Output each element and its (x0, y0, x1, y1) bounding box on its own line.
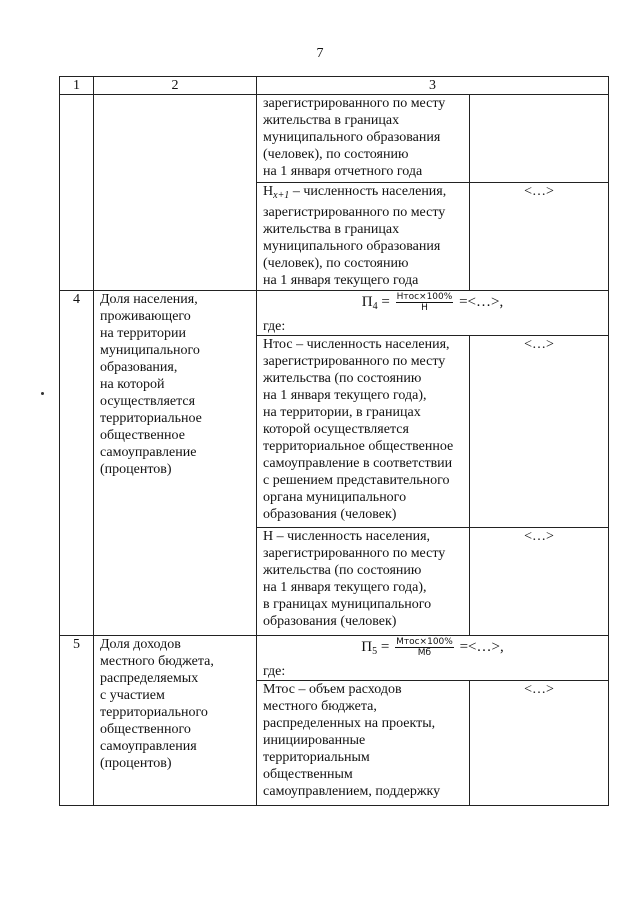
text-line: жительства в границах (263, 222, 400, 237)
row4-name (94, 291, 257, 636)
text-line: территориальным (263, 750, 370, 765)
table-row (60, 291, 609, 336)
cont-val1-cell (470, 95, 609, 183)
indicator-table (59, 76, 609, 806)
text-line: распределяемых (100, 671, 199, 686)
cont-val2-cell (470, 183, 609, 291)
value-placeholder: <…> (524, 337, 554, 352)
text-line: на территории, в границах (263, 405, 421, 420)
formula-numerator: Нтос×100% (396, 292, 453, 303)
formula-lhs: П (361, 639, 373, 655)
text-line: с решением представительного (263, 473, 450, 488)
row5-number: 5 (60, 636, 94, 806)
text-line: территориального (100, 705, 208, 720)
text-line: на которой (100, 377, 165, 392)
text-line: (процентов) (100, 462, 172, 477)
text-line: распределенных на проекты, (263, 716, 436, 731)
header-col-1: 1 (60, 77, 94, 95)
row4-number: 4 (60, 291, 94, 636)
header-col-2: 2 (94, 77, 257, 95)
text-line: муниципального (100, 343, 200, 358)
text-line: муниципального образования (263, 239, 441, 254)
formula-numerator: Мтос×100% (396, 637, 453, 648)
var-symbol: Н (263, 184, 274, 199)
text-line: муниципального образования (263, 130, 441, 145)
text-line: (человек), по состоянию (263, 256, 409, 271)
text-line: местного бюджета, (100, 654, 214, 669)
text-line: жительства в границах (263, 113, 400, 128)
text-line: Доля населения, (100, 292, 198, 307)
text-line: Мтос – объем расходов (263, 682, 402, 697)
text-line: самоуправления (100, 739, 197, 754)
row4-formula: $П_4$ = $\frac{\text{Нтос×100\%}}{Н}$ =<…>, (361, 292, 504, 314)
text-line: Доля доходов (100, 637, 181, 652)
where-label: где: (263, 319, 286, 334)
formula-rhs: =<…>, (459, 639, 504, 655)
text-line: инициированные (263, 733, 366, 748)
text-line: на территории (100, 326, 186, 341)
var-subscript: x+1 (273, 190, 290, 201)
text-line: осуществляется (100, 394, 196, 409)
text-line: в границах муниципального (263, 597, 432, 612)
row4-val2-cell (470, 528, 609, 636)
text-line: общественным (263, 767, 353, 782)
text-line: территориальное общественное (263, 439, 454, 454)
text-line: зарегистрированного по месту (263, 546, 446, 561)
text-line: образования, (100, 360, 178, 375)
text-line: жительства (по состоянию (263, 371, 422, 386)
table-row (60, 636, 609, 681)
text-line: образования (человек) (263, 507, 397, 522)
cont-desc2 (257, 183, 470, 291)
text-line: Н – численность населения, (263, 529, 431, 544)
where-label: где: (263, 664, 286, 679)
table-header-row (60, 77, 609, 95)
value-placeholder: <…> (524, 529, 554, 544)
table-row (60, 95, 609, 183)
text-line: которой осуществляется (263, 422, 409, 437)
text-line: на 1 января текущего года), (263, 580, 427, 595)
row4-var2 (257, 528, 470, 636)
formula-subscript: 4 (372, 301, 378, 312)
row5-formula-cell (257, 636, 609, 681)
text-line: на 1 января отчетного года (263, 164, 423, 179)
text-line: местного бюджета, (263, 699, 377, 714)
cont-number-cell (60, 95, 94, 291)
value-placeholder: <…> (524, 184, 554, 199)
formula-denominator: Мб (417, 648, 432, 659)
text-line: на 1 января текущего года (263, 273, 419, 288)
header-col-3: 3 (257, 77, 609, 95)
row4-var1 (257, 336, 470, 528)
page-number: 7 (316, 46, 324, 61)
cont-name-cell (94, 95, 257, 291)
row4-formula-cell (257, 291, 609, 336)
text-line: органа муниципального (263, 490, 407, 505)
value-placeholder: <…> (524, 682, 554, 697)
text-line: жительства (по состоянию (263, 563, 422, 578)
text-line: зарегистрированного по месту (263, 205, 446, 220)
text-line: зарегистрированного по месту (263, 354, 446, 369)
text-line: самоуправление (100, 445, 197, 460)
formula-subscript: 5 (372, 646, 378, 657)
formula-denominator: Н (421, 303, 428, 314)
text-line: общественного (100, 722, 191, 737)
text-line: общественное (100, 428, 185, 443)
text-line: территориальное (100, 411, 202, 426)
row4-val1-cell (470, 336, 609, 528)
row5-name (94, 636, 257, 806)
text-line: на 1 января текущего года), (263, 388, 427, 403)
var-def: – численность населения, (289, 184, 447, 199)
text-line: самоуправление в соответствии (263, 456, 453, 471)
text-line: с участием (100, 688, 165, 703)
text-line: (процентов) (100, 756, 172, 771)
margin-dot (41, 392, 44, 395)
text-line: образования (человек) (263, 614, 397, 629)
text-line: самоуправлением, поддержку (263, 784, 441, 799)
row5-formula: $П_5$ = $\frac{\text{Мтос×100\%}}{Мб}$ =<…>, (361, 637, 504, 659)
formula-fraction (396, 292, 454, 313)
text-line: зарегистрированного по месту (263, 96, 446, 111)
text-line: проживающего (100, 309, 191, 324)
formula-lhs: П (361, 294, 373, 310)
text-line: Нтос – численность населения, (263, 337, 450, 352)
text-line (263, 183, 463, 204)
row5-var1 (257, 681, 470, 806)
row5-val1-cell (470, 681, 609, 806)
formula-rhs: =<…>, (459, 294, 504, 310)
cont-desc1 (257, 95, 470, 183)
text-line: (человек), по состоянию (263, 147, 409, 162)
formula-fraction (395, 637, 454, 658)
